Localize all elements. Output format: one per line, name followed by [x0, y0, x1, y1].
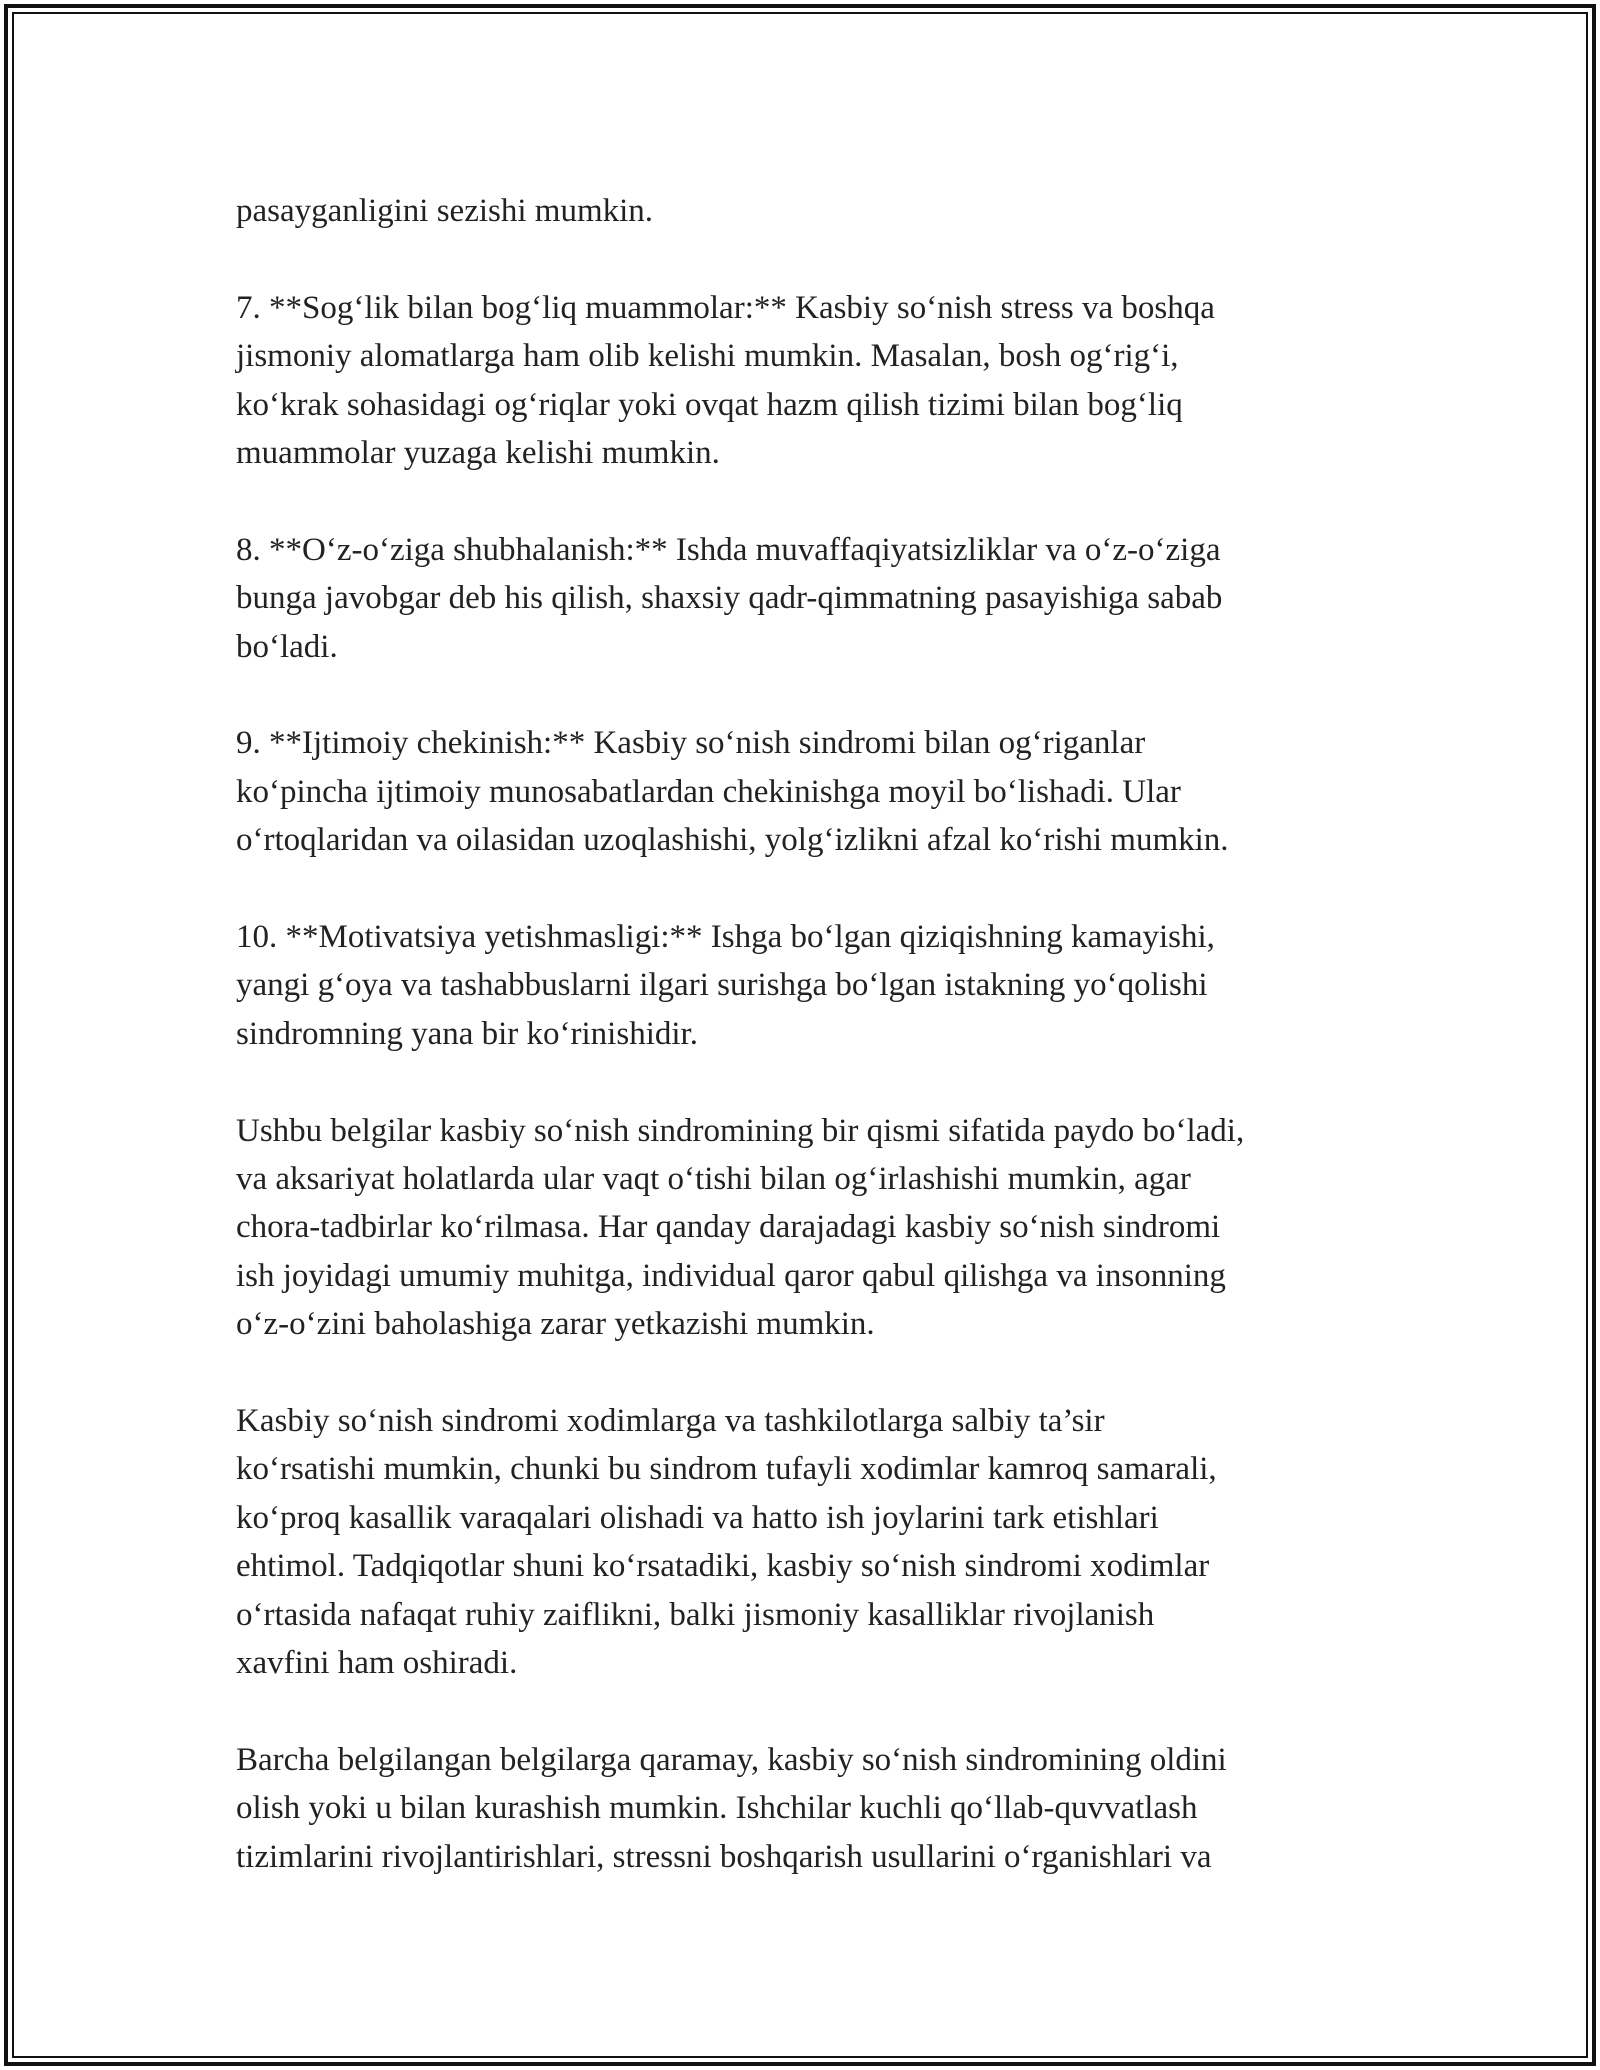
text-line: ko‘proq kasallik varaqalari olishadi va hatto ish joylarini tark etishlari	[236, 1499, 1159, 1536]
text-line: o‘rtoqlaridan va oilasidan uzoqlashishi, yolg‘izlikni afzal ko‘rishi mumkin.	[236, 822, 1229, 859]
paragraph	[236, 1397, 1416, 1687]
text-line: jismoniy alomatlarga ham olib kelishi mumkin. Masalan, bosh og‘rig‘i,	[236, 338, 1179, 375]
text-line: ko‘krak sohasidagi og‘riqlar yoki ovqat hazm qilish tizimi bilan bog‘liq	[236, 386, 1183, 423]
text-line: ko‘pincha ijtimoiy munosabatlardan chekinishga moyil bo‘lishadi. Ular	[236, 773, 1181, 810]
text-line: Ushbu belgilar kasbiy so‘nish sindromining bir qismi sifatida paydo bo‘ladi,	[236, 1112, 1245, 1149]
text-line: bo‘ladi.	[236, 628, 338, 665]
text-line: sindromning yana bir ko‘rinishidir.	[236, 1015, 698, 1052]
text-line: bunga javobgar deb his qilish, shaxsiy qadr-qimmatning pasayishiga sabab	[236, 580, 1223, 617]
text-line: xavfini ham oshiradi.	[236, 1645, 518, 1682]
text-line: tizimlarini rivojlantirishlari, stressni boshqarish usullarini o‘rganishlari va	[236, 1838, 1212, 1875]
text-line: o‘rtasida nafaqat ruhiy zaiflikni, balki jismoniy kasalliklar rivojlanish	[236, 1596, 1155, 1633]
paragraph	[236, 913, 1416, 1058]
paragraph	[236, 719, 1416, 864]
text-line: ko‘rsatishi mumkin, chunki bu sindrom tufayli xodimlar kamroq samarali,	[236, 1451, 1217, 1488]
text-line: pasayganligini sezishi mumkin.	[236, 193, 654, 229]
text-line: chora-tadbirlar ko‘rilmasa. Har qanday darajadagi kasbiy so‘nish sindromi	[236, 1209, 1221, 1246]
paragraph	[236, 526, 1416, 671]
paragraph	[236, 1736, 1416, 1881]
text-line: ehtimol. Tadqiqotlar shuni ko‘rsatadiki, kasbiy so‘nish sindromi xodimlar	[236, 1548, 1210, 1585]
text-line: 10. **Motivatsiya yetishmasligi:** Ishga bo‘lgan qiziqishning kamayishi,	[236, 919, 1215, 956]
text-line: yangi g‘oya va tashabbuslarni ilgari surishga bo‘lgan istakning yo‘qolishi	[236, 967, 1208, 1004]
paragraph	[236, 284, 1416, 478]
text-line: o‘z-o‘zini baholashiga zarar yetkazishi mumkin.	[236, 1306, 875, 1343]
text-line: 9. **Ijtimoiy chekinish:** Kasbiy so‘nish sindromi bilan og‘riganlar	[236, 725, 1146, 762]
paragraph	[236, 187, 1416, 235]
text-line: va aksariyat holatlarda ular vaqt o‘tishi bilan og‘irlashishi mumkin, agar	[236, 1161, 1191, 1198]
paragraph	[236, 1107, 1416, 1349]
text-line: 7. **Sog‘lik bilan bog‘liq muammolar:** Kasbiy so‘nish stress va boshqa	[236, 289, 1215, 326]
text-line: 8. **O‘z-o‘ziga shubhalanish:** Ishda muvaffaqiyatsizliklar va o‘z-o‘ziga	[236, 531, 1221, 568]
text-line: olish yoki u bilan kurashish mumkin. Ishchilar kuchli qo‘llab-quvvatlash	[236, 1790, 1198, 1827]
text-line: Barcha belgilangan belgilarga qaramay, kasbiy so‘nish sindromining oldini	[236, 1741, 1227, 1778]
document-page	[236, 187, 1416, 1930]
text-line: Kasbiy so‘nish sindromi xodimlarga va tashkilotlarga salbiy ta’sir	[236, 1403, 1105, 1440]
text-line: muammolar yuzaga kelishi mumkin.	[236, 435, 720, 472]
text-line: ish joyidagi umumiy muhitga, individual qaror qabul qilishga va insonning	[236, 1257, 1226, 1294]
